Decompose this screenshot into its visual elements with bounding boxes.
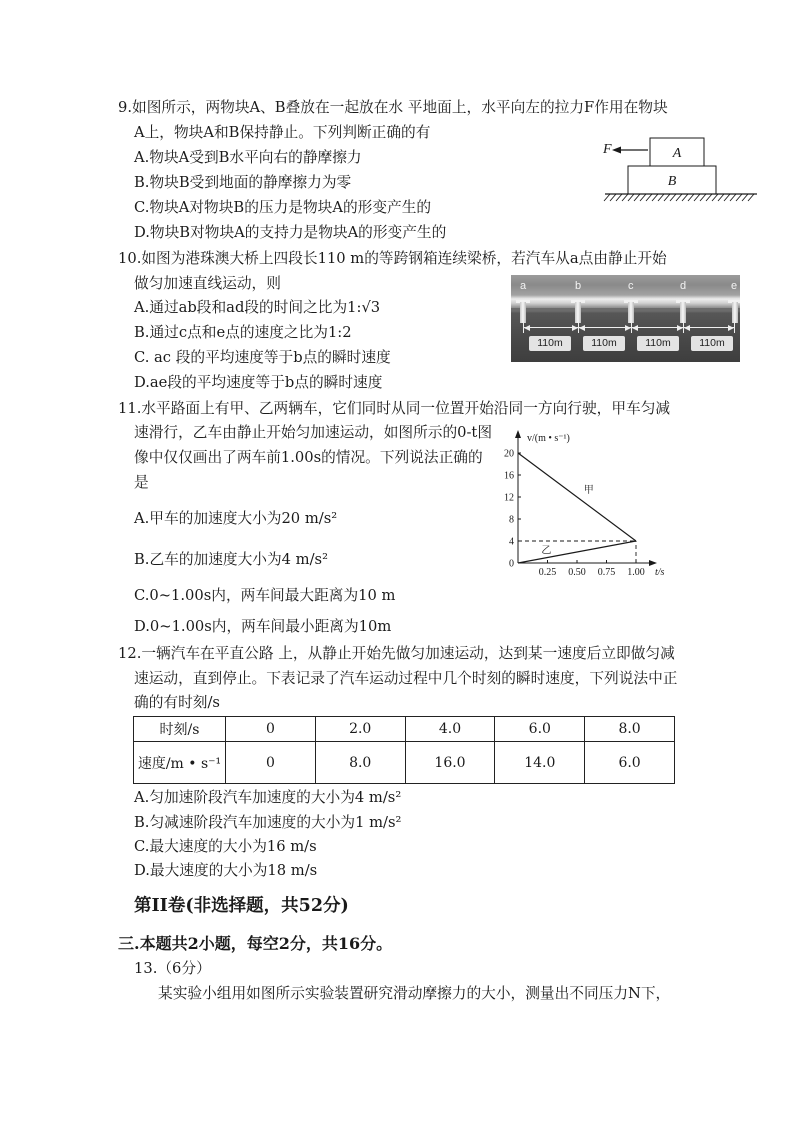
q12-option-a: A.匀加速阶段汽车加速度的大小为4 m/s² <box>134 789 402 806</box>
y-tick-label: 8 <box>509 514 514 526</box>
table-cell: 0 <box>226 742 316 784</box>
bridge-pier <box>520 302 526 323</box>
point-label-a: a <box>520 280 527 292</box>
bridge-deck-shadow <box>511 308 740 311</box>
q12-stem-line-3: 确的有时刻/s <box>134 694 220 711</box>
dimension-arrow-left <box>684 325 690 331</box>
hatch-line <box>694 194 700 201</box>
table-row <box>134 742 675 784</box>
velocity-time-chart <box>488 428 678 584</box>
hatch-line <box>640 194 646 201</box>
hatch-line <box>706 194 712 201</box>
hatch-line <box>610 194 616 201</box>
hatch-line <box>730 194 736 201</box>
dimension-arrow-right <box>728 325 734 331</box>
hatch-line <box>646 194 652 201</box>
table-cell: 16.0 <box>405 742 495 784</box>
table-cell: 8.0 <box>315 742 405 784</box>
q12-stem-line-2: 速运动，直到停止。下表记录了汽车运动过程中几个时刻的瞬时速度，下列说法中正 <box>134 670 678 687</box>
dimension-arrow-left <box>632 325 638 331</box>
q10-option-a: A.通过ab段和ad段的时间之比为1:√3 <box>134 299 381 316</box>
q10-option-d: D.ae段的平均速度等于b点的瞬时速度 <box>134 374 383 391</box>
hatch-line <box>748 194 754 201</box>
series-line-1 <box>518 453 636 541</box>
dimension-arrow-right <box>625 325 631 331</box>
q9-option-c: C.物块A对物块B的压力是物块A的形变产生的 <box>134 199 432 216</box>
hatch-line <box>688 194 694 201</box>
hatch-line <box>700 194 706 201</box>
span-length-label: 110m <box>529 336 571 351</box>
table-cell: 6.0 <box>585 742 675 784</box>
x-axis-arrowhead <box>649 560 657 566</box>
table-cell: 8.0 <box>585 717 675 742</box>
table-cell: 0 <box>226 717 316 742</box>
q10-stem-line-1: 10.如图为港珠澳大桥上四段长110 m的等跨钢箱连续梁桥，若汽车从a点由静止开始 <box>118 250 667 267</box>
block-b-label: B <box>667 174 677 189</box>
q9-option-a: A.物块A受到B水平向右的静摩擦力 <box>134 149 362 166</box>
y-axis-label: v/(m • s⁻¹) <box>527 433 570 444</box>
q11-option-a: A.甲车的加速度大小为20 m/s² <box>134 510 338 527</box>
q9-block-diagram <box>598 130 763 205</box>
force-arrowhead <box>612 147 621 154</box>
hatch-line <box>664 194 670 201</box>
point-label-d: d <box>680 280 687 292</box>
point-label-b: b <box>575 280 582 292</box>
row-header-time: 时刻/s <box>134 717 226 742</box>
q11-stem-line-2: 速滑行，乙车由静止开始匀加速运动，如图所示的0-t图 <box>134 424 493 441</box>
hatch-line <box>652 194 658 201</box>
span-length-label: 110m <box>583 336 625 351</box>
hatch-line <box>712 194 718 201</box>
series-label-2: 乙 <box>541 545 552 557</box>
x-tick-label: 0.25 <box>538 567 557 578</box>
q12-stem-line-1: 12.一辆汽车在平直公路 上，从静止开始先做匀加速运动，达到某一速度后立即做匀减 <box>118 645 675 662</box>
q9-stem-line-2: A上，物块A和B保持静止。下列判断正确的有 <box>134 124 431 141</box>
x-tick-label: 0.75 <box>597 567 616 578</box>
row-header-speed: 速度/m • s⁻¹ <box>134 742 226 784</box>
hatch-line <box>724 194 730 201</box>
hatch-line <box>670 194 676 201</box>
table-cell: 6.0 <box>495 717 585 742</box>
point-label-e: e <box>731 280 738 292</box>
q12-option-b: B.匀减速阶段汽车加速度的大小为1 m/s² <box>134 814 402 831</box>
q10-option-b: B.通过c点和e点的速度之比为1:2 <box>134 324 352 341</box>
table-cell: 14.0 <box>495 742 585 784</box>
hatch-line <box>622 194 628 201</box>
force-label: F <box>603 142 612 157</box>
q11-option-c: C.0~1.00s内，两车间最大距离为10 m <box>134 587 396 604</box>
section-2-title: 第II卷(非选择题，共52分) <box>134 896 349 916</box>
bridge-pier <box>680 302 686 323</box>
bridge-pier <box>732 302 738 323</box>
dimension-arrow-left <box>524 325 530 331</box>
series-line-2 <box>518 541 636 563</box>
x-tick-label: 1.00 <box>627 567 645 578</box>
hatch-line <box>658 194 664 201</box>
x-axis-label: t/s <box>655 567 665 578</box>
table-row <box>134 717 675 742</box>
bridge-pier <box>628 302 634 323</box>
hatch-line <box>718 194 724 201</box>
bridge-photo <box>511 275 740 362</box>
hatch-line <box>736 194 742 201</box>
velocity-record-table <box>133 716 675 784</box>
dimension-tick <box>734 321 735 333</box>
q12-option-c: C.最大速度的大小为16 m/s <box>134 838 317 855</box>
series-label-1: 甲 <box>583 484 594 496</box>
q11-option-b: B.乙车的加速度大小为4 m/s² <box>134 551 328 568</box>
bridge-pier <box>575 302 581 323</box>
ground-hatching <box>604 194 754 201</box>
y-tick-label: 20 <box>504 448 514 460</box>
x-tick-label: 0.50 <box>568 567 586 578</box>
y-tick-label: 0 <box>509 558 514 570</box>
hatch-line <box>682 194 688 201</box>
q13-stem-line-1: 某实验小组用如图所示实验装置研究滑动摩擦力的大小，测量出不同压力N下， <box>158 985 671 1002</box>
q9-option-d: D.物块B对物块A的支持力是物块A的形变产生的 <box>134 224 447 241</box>
point-label-c: c <box>628 280 634 292</box>
q10-option-c: C. ac 段的平均速度等于b点的瞬时速度 <box>134 349 391 366</box>
q11-option-d: D.0~1.00s内，两车间最小距离为10m <box>134 618 392 635</box>
dimension-arrow-left <box>579 325 585 331</box>
table-cell: 4.0 <box>405 717 495 742</box>
q9-option-b: B.物块B受到地面的静摩擦力为零 <box>134 174 352 191</box>
q9-stem-line-1: 9.如图所示，两物块A、B叠放在一起放在水 平地面上，水平向左的拉力F作用在物块 <box>118 99 668 116</box>
hatch-line <box>742 194 748 201</box>
dimension-arrow-right <box>677 325 683 331</box>
hatch-line <box>676 194 682 201</box>
y-tick-label: 4 <box>509 536 514 548</box>
q11-stem-line-1: 11.水平路面上有甲、乙两辆车，它们同时从同一位置开始沿同一方向行驶，甲车匀减 <box>118 400 671 417</box>
q13-heading: 13.（6分） <box>134 960 211 977</box>
y-tick-label: 16 <box>504 470 514 482</box>
span-length-label: 110m <box>691 336 733 351</box>
y-tick-label: 12 <box>504 492 514 504</box>
part-3-heading: 三.本题共2小题，每空2分，共16分。 <box>118 934 393 953</box>
hatch-line <box>604 194 610 201</box>
hatch-line <box>634 194 640 201</box>
span-length-label: 110m <box>637 336 679 351</box>
q11-stem-line-3: 像中仅仅画出了两车前1.00s的情况。下列说法正确的 <box>134 449 483 466</box>
q12-option-d: D.最大速度的大小为18 m/s <box>134 862 318 879</box>
q11-stem-line-4: 是 <box>134 474 149 491</box>
q10-stem-line-2: 做匀加速直线运动，则 <box>134 275 281 292</box>
table-cell: 2.0 <box>315 717 405 742</box>
block-a-label: A <box>672 146 682 161</box>
hatch-line <box>616 194 622 201</box>
dimension-arrow-right <box>572 325 578 331</box>
y-axis-arrowhead <box>515 430 521 438</box>
hatch-line <box>628 194 634 201</box>
